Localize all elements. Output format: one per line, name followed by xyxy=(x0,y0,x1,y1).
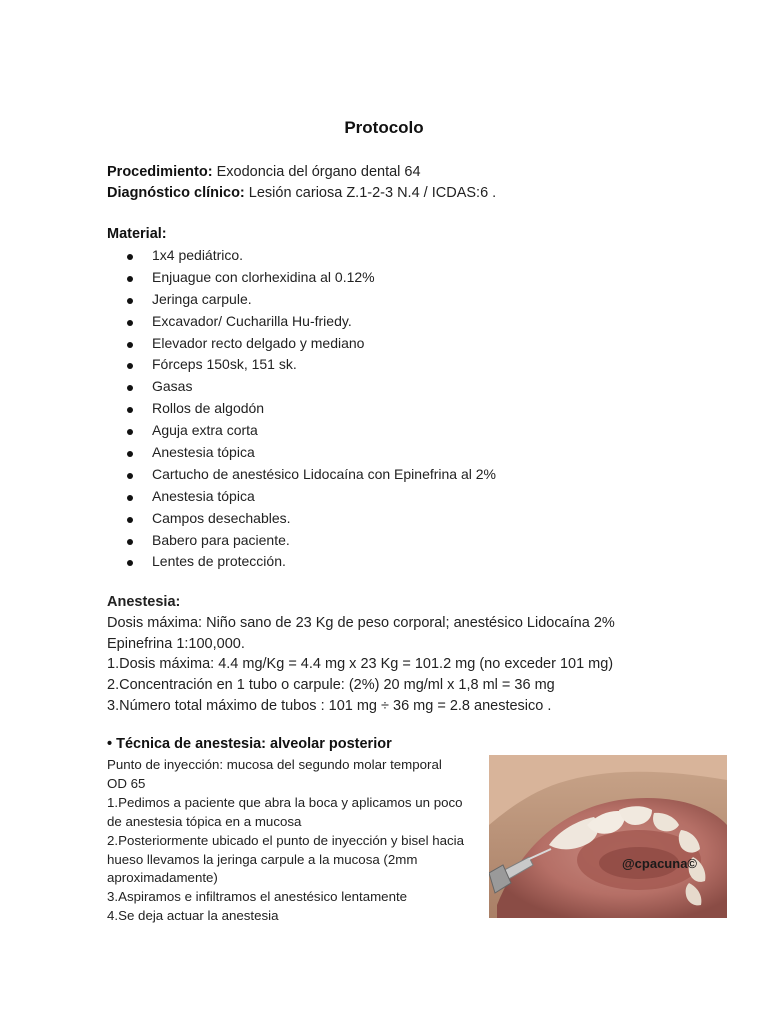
anesthesia-line: Epinefrina 1:100,000. xyxy=(107,635,245,652)
technique-line: 3.Aspiramos e infiltramos el anestésico lentamente xyxy=(107,889,408,905)
list-item: 1x4 pediátrico. xyxy=(127,245,496,267)
list-item: Jeringa carpule. xyxy=(127,289,496,311)
photo-watermark: @cpacuna© xyxy=(622,856,697,871)
list-item: Campos desechables. xyxy=(127,508,496,530)
anesthesia-heading: Anestesia: xyxy=(107,594,181,610)
technique-line: 4.Se deja actuar la anestesia xyxy=(107,908,279,924)
anesthesia-line: Dosis máxima: Niño sano de 23 Kg de peso corporal; anestésico Lidocaína 2% xyxy=(107,614,615,631)
list-item: Elevador recto delgado y mediano xyxy=(127,333,496,355)
anesthesia-section xyxy=(107,592,615,717)
technique-heading: • Técnica de anestesia: alveolar posterior xyxy=(107,736,392,752)
list-item: Anestesia tópica xyxy=(127,486,496,508)
technique-line: 2.Posteriormente ubicado el punto de inyección y bisel hacia xyxy=(107,832,465,848)
technique-line: OD 65 xyxy=(107,775,146,791)
anesthesia-line: 2.Concentración en 1 tubo o carpule: (2%) 20 mg/ml x 1,8 ml = 36 mg xyxy=(107,677,555,694)
diagnosis-line xyxy=(107,185,496,201)
technique-line: hueso llevamos la jeringa carpule a la mucosa (2mm xyxy=(107,851,418,867)
diagnosis-value: Lesión cariosa Z.1-2-3 N.4 / ICDAS:6 . xyxy=(248,185,497,201)
technique-line: 1.Pedimos a paciente que abra la boca y aplicamos un poco xyxy=(107,794,463,810)
procedure-value: Exodoncia del órgano dental 64 xyxy=(216,164,421,180)
list-item: Excavador/ Cucharilla Hu-friedy. xyxy=(127,311,496,333)
technique-line: Punto de inyección: mucosa del segundo molar temporal xyxy=(107,757,442,772)
list-item: Lentes de protección. xyxy=(127,551,496,573)
list-item: Babero para paciente. xyxy=(127,530,496,552)
list-item: Enjuague con clorhexidina al 0.12% xyxy=(127,267,496,289)
list-item: Fórceps 150sk, 151 sk. xyxy=(127,354,496,376)
technique-line: aproximadamente) xyxy=(107,870,218,886)
list-item: Anestesia tópica xyxy=(127,442,496,464)
technique-line: de anestesia tópica en a mucosa xyxy=(107,813,302,829)
material-list xyxy=(127,245,496,573)
page-title: Protocolo xyxy=(344,118,424,137)
dental-photo xyxy=(489,755,727,918)
list-item: Rollos de algodón xyxy=(127,398,496,420)
procedure-line xyxy=(107,164,421,180)
diagnosis-label: Diagnóstico clínico: xyxy=(107,185,245,201)
technique-text xyxy=(107,756,482,926)
list-item: Cartucho de anestésico Lidocaína con Epinefrina al 2% xyxy=(127,464,496,486)
list-item: Aguja extra corta xyxy=(127,420,496,442)
list-item: Gasas xyxy=(127,376,496,398)
procedure-label: Procedimiento: xyxy=(107,164,213,180)
material-heading: Material: xyxy=(107,226,167,242)
anesthesia-line: 1.Dosis máxima: 4.4 mg/Kg = 4.4 mg x 23 Kg = 101.2 mg (no exceder 101 mg) xyxy=(107,656,614,673)
anesthesia-line: 3.Número total máximo de tubos : 101 mg ÷ 36 mg = 2.8 anestesico . xyxy=(107,697,552,714)
